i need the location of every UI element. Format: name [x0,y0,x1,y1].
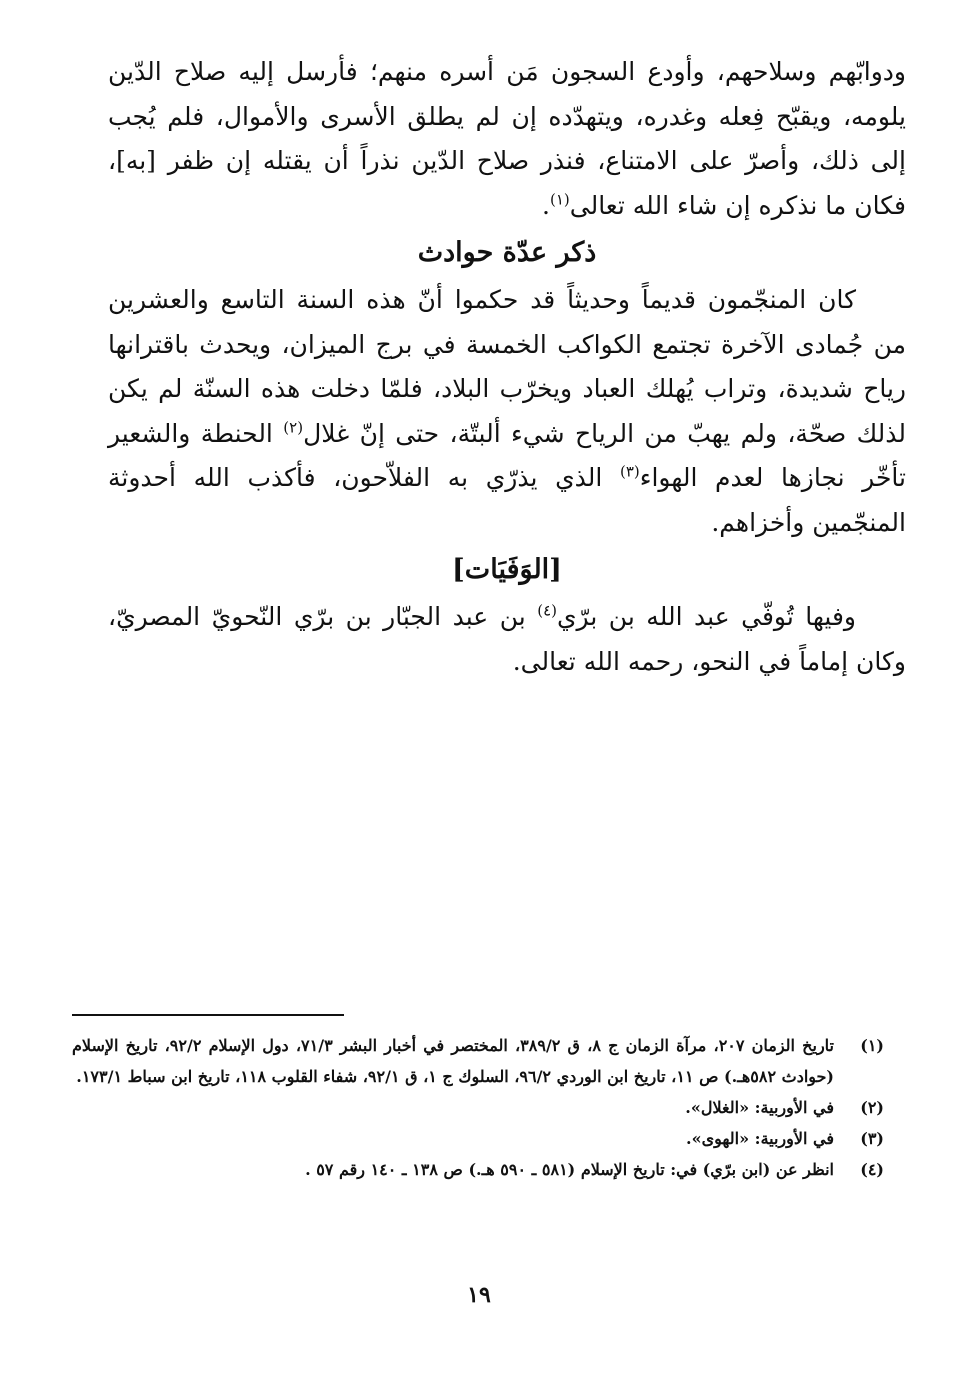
footnote-text: في الأوربية: «الهوى». [686,1129,834,1148]
section-heading-events: ذكر عدّة حوادث [417,237,597,268]
footnote-ref-2[interactable]: (٢) [283,418,304,437]
paragraph-3 [108,595,906,684]
paragraph-3-text-a: وفيها تُوفّي عبد الله بن برّي [556,602,857,631]
footnote-ref-4[interactable]: (٤) [537,601,557,620]
paragraph-1 [108,50,906,228]
footnote-number: (١) [860,1036,884,1055]
footnote-number: (٣) [860,1129,884,1148]
paragraph-2 [108,278,906,545]
main-text [108,50,906,684]
footnote-text: في الأوربية: «الغلال». [685,1098,834,1117]
page-number: ١٩ [467,1282,491,1308]
footnote-1 [72,1030,884,1092]
footnote-ref-1[interactable]: (١) [549,190,570,209]
paragraph-2-text-c: الذي يذرّي به الفلاّحون، فأكذب الله أحدوثة المنجّمين وأخزاهم. [108,463,906,537]
paragraph-2-text-b: الحنطة والشعير تأخّر نجازها لعدم الهواء [108,418,906,492]
footnote-3 [72,1123,884,1154]
footnote-number: (٤) [860,1160,884,1179]
footnote-2 [72,1092,884,1123]
footnote-text: انظر عن (ابن برّي) في: تاريخ الإسلام (٥٨١ ـ ٥٩٠ هـ.) ص ١٣٨ ـ ١٤٠ رقم ٥٧ . [305,1160,834,1179]
footnote-text: تاريخ الزمان ٢٠٧، مرآة الزمان ج ٨، ق ٣٨٩/٢، المختصر في أخبار البشر ٧١/٣، دول الإسلام ٩٢/٢، تاريخ الإسلام (حوادث ٥٨٢هـ.) ص ١١، تاريخ ابن الوردي ٩٦/٢، السلوك ج ١، ق ٩٢/١، شفاء القلوب ١١٨، تاريخ ابن سباط ١٧٣/١. [72,1036,835,1086]
footnote-4 [72,1154,884,1185]
paragraph-2-text-a: كان المنجّمون قديماً وحديثاً قد حكموا أنّ هذه السنة التاسع والعشرين من جُمادى الآخرة تجتمع الكواكب الخمسة في برج الميزان، ويحدث باقترانها رياح شديدة، وتراب يُهلك العباد ويخرّب البلاد، فلمّا دخلت هذه السنّة لم يكن لذلك صحّة، ولم يهبّ من الرياح شيء ألبتّة، حتى إنّ غلال [108,285,907,448]
footnote-ref-3[interactable]: (٣) [619,462,640,481]
footnote-divider [72,1014,344,1016]
paragraph-3-text-b: بن عبد الجبّار بن برّي النّحويّ المصريّ، وكان إماماً في النحو، رحمه الله تعالى. [108,602,906,676]
footnotes [72,1030,884,1185]
paragraph-1-end: . [542,190,550,220]
paragraph-1-text: ودوابّهم وسلاحهم، وأودع السجون مَن أسره منهم؛ فأرسل إليه صلاح الدّين يلومه، ويقبّح فِعله وغدره، ويتهدّده إن لم يطلق الأسرى والأموال، فلم يُجب إلى ذلك، وأصرّ على الامتناع، فنذر صلاح الدّين نذراً أن يقتله إن ظفر [به]، فكان ما نذكره إن شاء الله تعالى [108,57,906,220]
footnote-number: (٢) [860,1098,884,1117]
section-heading-obituaries: [الوَفَيَات] [452,554,562,585]
